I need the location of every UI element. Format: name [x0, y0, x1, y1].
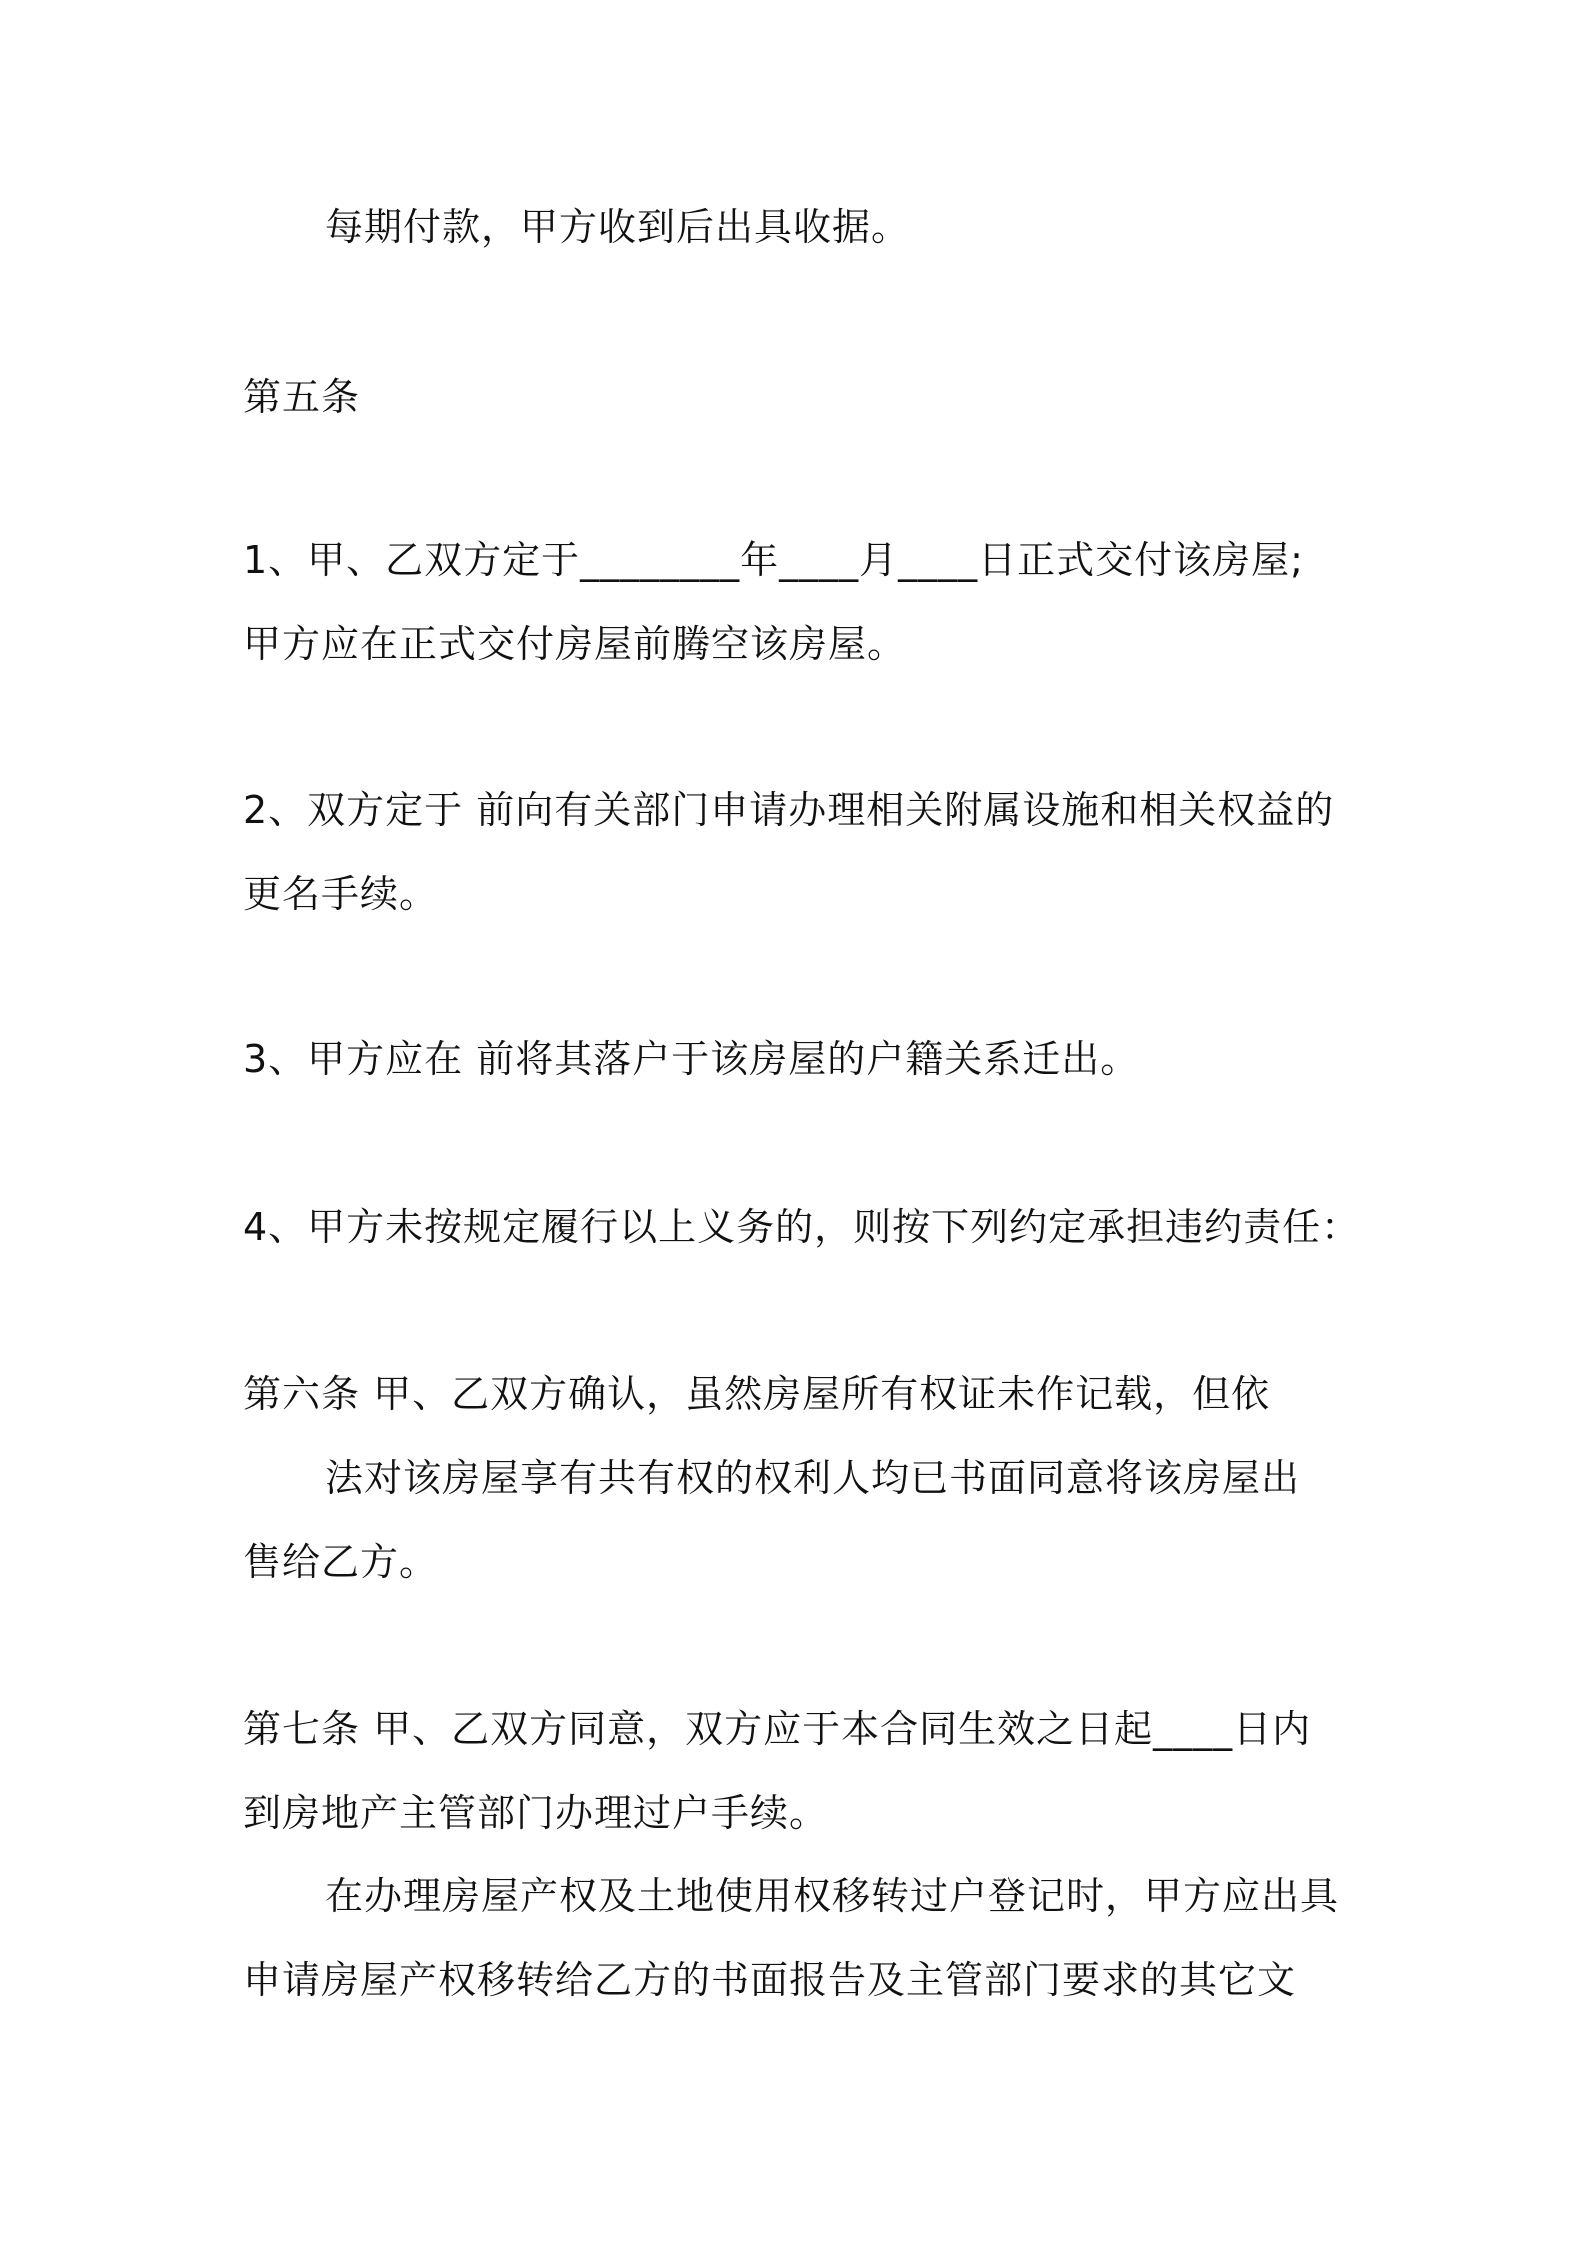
article-7-paragraph-2-line-1: 在办理房屋产权及土地使用权移转过户登记时，甲方应出具: [325, 1874, 1340, 1918]
article-5-clause-2-line-1: 2、双方定于 前向有关部门申请办理相关附属设施和相关权益的: [243, 788, 1335, 832]
article-7-line-2: 到房地产主管部门办理过户手续。: [243, 1791, 829, 1835]
article-5-heading: 第五条: [243, 375, 361, 419]
article-5-clause-4: 4、甲方未按规定履行以上义务的，则按下列约定承担违约责任：: [243, 1205, 1361, 1249]
article-5-clause-2-line-2: 更名手续。: [243, 872, 439, 916]
article-7-line-1: 第七条 甲、乙双方同意，双方应于本合同生效之日起____日内: [243, 1707, 1312, 1751]
article-6-line-1: 第六条 甲、乙双方确认，虽然房屋所有权证未作记载，但依: [243, 1372, 1271, 1416]
article-6-line-3: 售给乙方。: [243, 1540, 439, 1584]
payment-receipt-line: 每期付款，甲方收到后出具收据。: [325, 205, 911, 249]
article-7-paragraph-2-line-2: 申请房屋产权移转给乙方的书面报告及主管部门要求的其它文: [243, 1958, 1297, 2002]
article-5-clause-1-line-1: 1、甲、乙双方定于________年____月____日正式交付该房屋;: [243, 538, 1304, 582]
article-6-line-2: 法对该房屋享有共有权的权利人均已书面同意将该房屋出: [325, 1456, 1301, 1500]
article-5-clause-1-line-2: 甲方应在正式交付房屋前腾空该房屋。: [243, 622, 907, 666]
article-5-clause-3: 3、甲方应在 前将其落户于该房屋的户籍关系迁出。: [243, 1037, 1140, 1081]
